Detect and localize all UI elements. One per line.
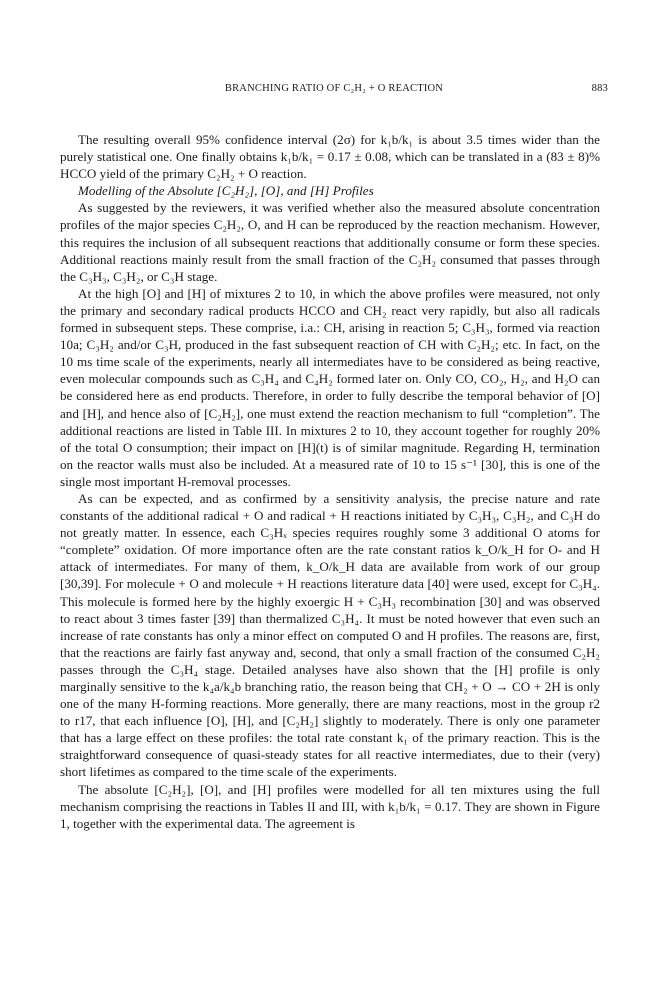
paragraph-1: The resulting overall 95% confidence interval (2σ) for k₁b/k₁ is about 3.5 times wider than the purely statistical one. One finally obtains k₁b/k₁ = 0.17 ± 0.08, which can be translated in a (83 ± 8)% HCCO yield of the primary C₂H₂ + O reaction. xyxy=(60,132,600,182)
page-body xyxy=(60,131,600,832)
paragraph-2: As suggested by the reviewers, it was verified whether also the measured absolute concentration profiles of the major species C₂H₂, O, and H can be reproduced by the reaction mechanism. However, this requires the inclusion of all subsequent reactions that additionally consume or form these species. Additional reactions mainly result from the small fraction of the C₂H₂ consumed that passes through the C₃H₃, C₃H₂, or C₃H stage. xyxy=(60,200,600,284)
paragraph-5: The absolute [C₂H₂], [O], and [H] profiles were modelled for all ten mixtures using the full mechanism comprising the reactions in Tables II and III, with k₁b/k₁ = 0.17. They are shown in Figure 1, together with the experimental data. The agreement is xyxy=(60,781,600,831)
running-head: BRANCHING RATIO OF C₂H₂ + O REACTION xyxy=(224,83,444,94)
section-heading: Modelling of the Absolute [C₂H₂], [O], and [H] Profiles xyxy=(78,183,374,199)
paragraph-3: At the high [O] and [H] of mixtures 2 to 10, in which the above profiles were measured, not only the primary and secondary radical products HCCO and CH₂ react very rapidly, but also all radicals formed in subsequent steps. These comprise, i.a.: CH, arising in reaction 5; C₃H₃, formed via reaction 10a; C₃H₂ and/or C₃H, produced in the fast subsequent reaction of CH with C₂H₂; etc. In fact, on the 10 ms time scale of the experiments, nearly all intermediates have to be considered as being reactive, even molecular compounds such as C₃H₄ and C₄H₂ formed later on. Only CO, CO₂, H₂, and H₂O can be considered here as end products. Therefore, in order to fully describe the temporal behavior of [O] and [H], and hence also of [C₂H₂], one must extend the reaction mechanism to full “completion”. The additional reactions are listed in Table III. In mixtures 2 to 10, they account together for roughly 20% of the total O consumption; their impact on [H](t) is of similar magnitude. Regarding H, termination on the reactor walls must also be included. At a measured rate of 10 to 15 s⁻¹ [30], this is one of the single most important H-removal processes. xyxy=(60,285,600,489)
page-number: 883 xyxy=(591,83,608,94)
paragraph-4: As can be expected, and as confirmed by a sensitivity analysis, the precise nature and rate constants of the additional radical + O and radical + H reactions initiated by C₃H₃, C₃H₂, and C₃H do not greatly matter. In essence, each C₃Hₓ species requires roughly some 3 additional O atoms for “complete” oxidation. Of more importance often are the rate constant ratios k_O/k_H for O- and H attack of intermediates. For many of them, k_O/k_H data are available from work of our group [30,39]. For molecule + O and molecule + H reactions literature data [40] were used, except for C₃H₄. This molecule is formed here by the highly exoergic H + C₃H₃ recombination [30] and was observed to react about 3 times faster [39] than thermalized C₃H₄. It must be noted however that even such an increase of rate constants has only a minor effect on computed O and H profiles. The reasons are, first, that the reactions are fairly fast anyway and, second, that only a small fraction of the consumed C₂H₂ passes through the C₃H₄ stage. Detailed analyses have also shown that the [H] profile is only marginally sensitive to the k₄a/k₄b branching ratio, the reason being that CH₂ + O → CO + 2H is only one of the many H-forming reactions. More generally, there are many reactions, most in the group r2 to r17, that each influence [O], [H], and [C₂H₂] slightly to moderately. There is only one parameter that has a large effect on these profiles: the total rate constant k₁ of the primary reaction. This is the straightforward consequence of quasi-steady states for all reactive intermediates, due to their (very) short lifetimes as compared to the time scale of the experiments. xyxy=(60,490,600,780)
page-header xyxy=(60,83,608,97)
